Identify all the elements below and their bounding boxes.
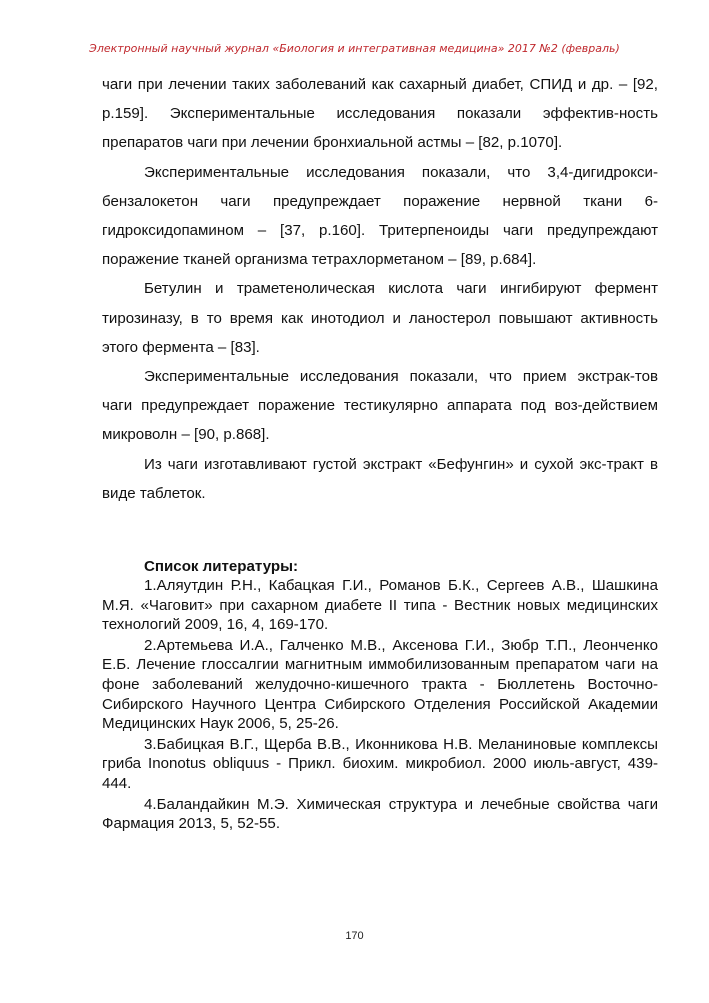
paragraph-4: Экспериментальные исследования показали, что прием экстрак-тов чаги предупреждает поражение тестикулярно аппарата под воз-действием микроволн – [90, р.868]. (102, 368, 658, 444)
reference-text: Баландайкин М.Э. Химическая структура и лечебные свойства чаги Фармация 2013, 5, 52-55. (102, 795, 658, 833)
journal-header: Электронный научный журнал «Биология и интегративная медицина» 2017 №2 (февраль) (89, 42, 620, 55)
references-list (102, 576, 658, 834)
page-content (102, 70, 658, 835)
reference-text: Артемьева И.А., Галченко М.В., Аксенова Г.И., Зюбр Т.П., Леонченко Е.Б. Лечение глоссалгии магнитным иммобилизованным препаратом чаги на фоне заболеваний желудочно-кишечного тракта - Бюллетень Восточно-Сибирского Научного Центра Сибирского Отделения Российской Академии Медицинских Наук 2006, 5, 25-26. (102, 636, 658, 733)
reference-text: Бабицкая В.Г., Щерба В.В., Иконникова Н.В. Меланиновые комплексы гриба Inonotus obliquus - Прикл. биохим. микробиол. 2000 июль-август, 439-444. (102, 735, 658, 792)
paragraph-5: Из чаги изготавливают густой экстракт «Бефунгин» и сухой экс-тракт в виде таблеток. (102, 455, 658, 502)
reference-number: 2. (144, 636, 157, 654)
reference-text: Аляутдин Р.Н., Кабацкая Г.И., Романов Б.К., Сергеев А.В., Шашкина М.Я. «Чаговит» при сахарном диабете II типа - Вестник новых медицинских технологий 2009, 16, 4, 169-170. (102, 577, 658, 634)
paragraph-1: чаги при лечении таких заболеваний как сахарный диабет, СПИД и др. – [92, р.159]. Экспериментальные исследования показали эффектив-ность препаратов чаги при лечении бронхиальной астмы – [82, р.1070]. (102, 76, 658, 152)
reference-item (102, 636, 658, 734)
reference-number: 3. (144, 735, 157, 753)
paragraph-2: Экспериментальные исследования показали, что 3,4-дигидрокси-бензалокетон чаги предупреждает поражение нервной ткани 6-гидроксидопамином – [37, р.160]. Тритерпеноиды чаги предупреждают поражение тканей организма тетрахлорметаном – [89, р.684]. (102, 163, 658, 269)
reference-item (102, 735, 658, 794)
page-number: 170 (345, 930, 364, 942)
reference-item (102, 576, 658, 635)
paragraph-3: Бетулин и траметенолическая кислота чаги ингибируют фермент тирозиназу, в то время как инотодиол и ланостерол повышают активность этого фермента – [83]. (102, 280, 658, 356)
reference-number: 4. (144, 795, 157, 813)
reference-number: 1. (144, 577, 157, 595)
reference-item (102, 795, 658, 834)
references-title: Список литературы: (144, 558, 299, 576)
